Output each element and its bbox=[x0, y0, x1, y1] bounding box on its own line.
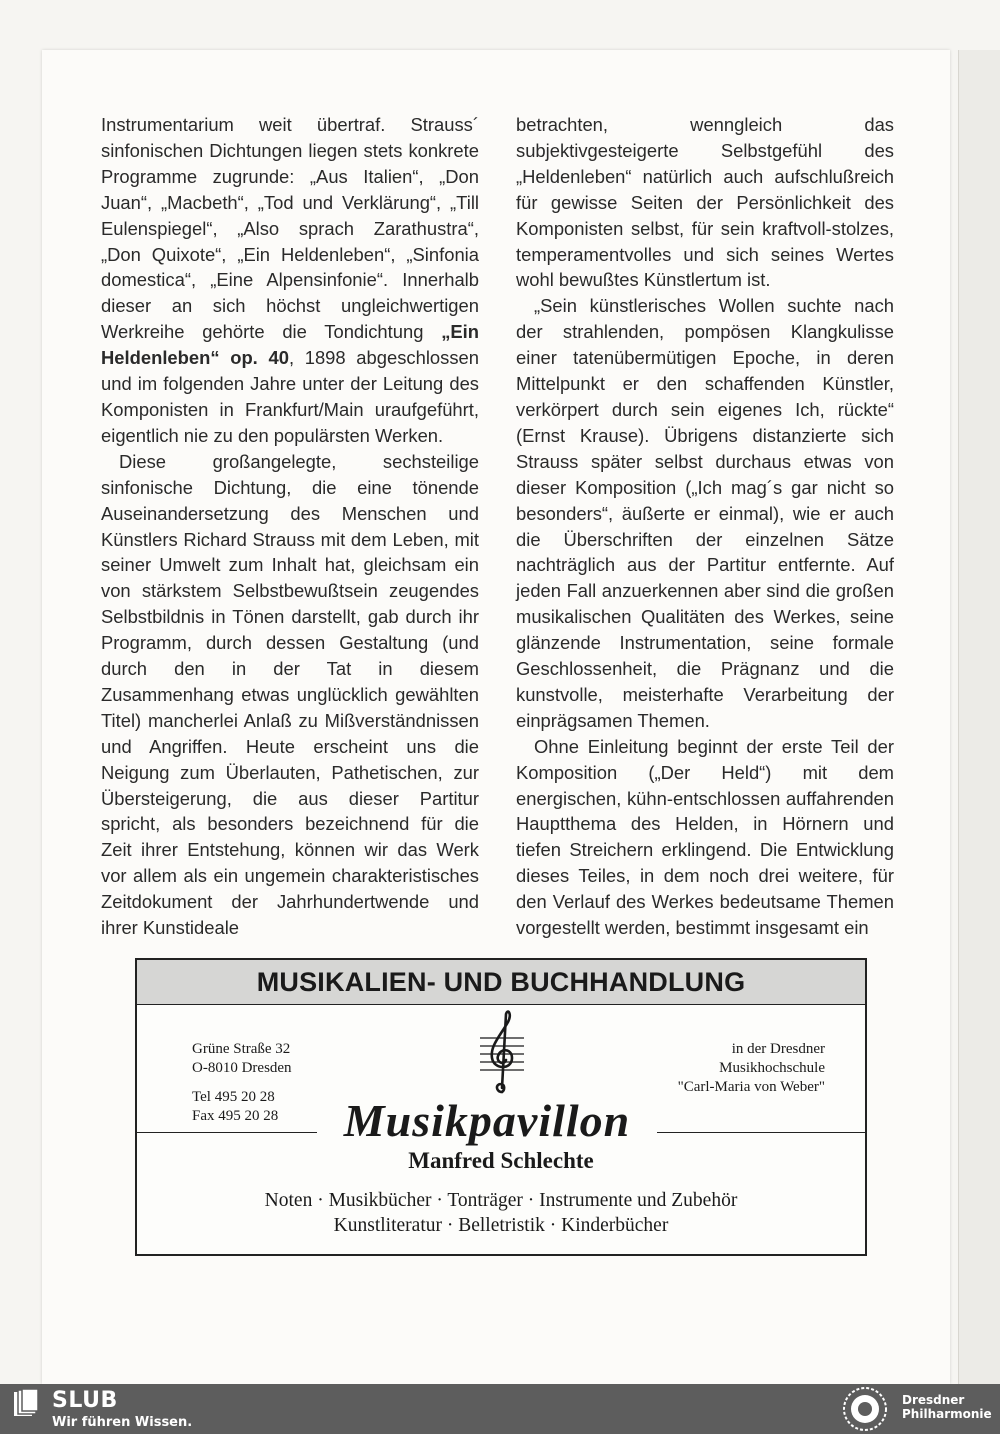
products-line: Kunstliteratur · Belletristik · Kinderbücher bbox=[333, 1215, 669, 1236]
treble-clef-staff-icon bbox=[462, 1008, 542, 1098]
ad-fax: Fax 495 20 28 bbox=[192, 1108, 279, 1124]
philharmonie-line: Philharmonie bbox=[902, 1407, 992, 1421]
divider bbox=[137, 1132, 317, 1133]
paragraph: betrachten, wenngleich das subjektivgesteigerte Selbstgefühl des „Heldenleben“ natürlich auch aufschlußreich für gewisse Seiten der Persönlichkeit des Komponisten selbst, für sein kraftvoll-stolzes, temperamentvolles und sich seines Wertes wohl bewußtes Künstlertum ist. bbox=[516, 114, 894, 291]
slub-tagline: Wir führen Wissen. bbox=[52, 1415, 193, 1430]
ad-phone: Tel 495 20 28 bbox=[192, 1089, 275, 1105]
ad-location-block bbox=[678, 1040, 825, 1097]
philharmonie-logo-icon bbox=[842, 1386, 888, 1432]
work-title-bold: „Ein Heldenleben“ op. 40 bbox=[101, 321, 479, 369]
paragraph: Diese großangelegte, sechsteilige sinfonische Dichtung, die eine tönende Auseinandersetzung des Menschen und Künstlers Richard Strauss mit dem Leben, mit seiner Umwelt zum Inhalt hat, gleichsam ein von stärkstem Selbstbewußtsein zeugendes Selbstbildnis in Tönen darstellt, gab durch ihr Programm, durch dessen Gestaltung (und durch den in der Tat in diesem Zusammenhang etwas unglücklich gewählten Titel) mancherlei Anlaß zu Mißverständnissen und Angriffen. Heute erscheint uns die Neigung zum Überlauten, Pathetischen, zur Übersteigerung, die aus dieser Partitur spricht, als besonders bezeichnend für die Zeit ihrer Entstehung, können wir das Werk vor allem als ein ungemein charakteristisches Zeitdokument der Jahrhundertwende und ihrer Kunstideale bbox=[101, 450, 479, 939]
advertisement-box bbox=[135, 958, 867, 1256]
ad-location-line: in der Dresdner bbox=[731, 1041, 825, 1057]
shop-owner: Manfred Schlechte bbox=[408, 1148, 594, 1173]
ad-address-block bbox=[192, 1040, 292, 1126]
paragraph-text: Instrumentarium weit übertraf. Strauss´ sinfonischen Dichtungen liegen stets konkrete Programme zugrunde: „Aus Italien“, „Don Juan“, „Macbeth“, „Tod und Verklärung“, „Till Eulenspiegel“, „Also sprach Zarathustra“, „Don Quixote“, „Ein Heldenleben“, „Sinfonia domestica“, „Eine Alpensinfonie“. Innerhalb dieser an sich höchst ungleichwertigen Werkreihe gehörte die Tondichtung bbox=[101, 114, 479, 343]
ad-header-bar bbox=[137, 960, 865, 1005]
paragraph-text: , 1898 abgeschlossen und im folgenden Jahre unter der Leitung des Komponisten in Frankfurt/Main uraufgeführt, eigentlich nie zu den populärsten Werken. bbox=[101, 347, 480, 446]
paragraph bbox=[101, 112, 479, 449]
article-right-column bbox=[516, 112, 894, 941]
facing-page-edge bbox=[958, 50, 1000, 1384]
products-line: Noten · Musikbücher · Tonträger · Instrumente und Zubehör bbox=[264, 1190, 738, 1211]
paragraph: „Sein künstlerisches Wollen suchte nach der strahlenden, pompösen Klangkulisse einer tatenübermütigen Epoche, in deren Mittelpunkt er den schaffenden Künstler, verkörpert durch sein eigenes Ich, rückte“ (Ernst Krause). Übrigens distanzierte sich Strauss später selbst durchaus etwas von dieser Komposition („Ich mag´s gar nicht so besonders“, äußerte er einmal), wie er auch die Überschriften der einzelnen Sätze nachträglich aus der Partitur entfernte. Auf jeden Fall anzuerkennen aber sind die großen musikalischen Qualitäten des Werkes, seine glänzende Instrumentation, seine formale Geschlossenheit, die Prägnanz und die kunstvolle, meisterhafte Verarbeitung der einprägsamen Themen. bbox=[516, 295, 894, 731]
divider bbox=[657, 1132, 865, 1133]
shop-name-script: Musikpavillon bbox=[343, 1095, 631, 1146]
ad-location-line: "Carl-Maria von Weber" bbox=[677, 1079, 825, 1095]
article-left-column bbox=[101, 112, 479, 941]
ad-header-title: MUSIKALIEN- UND BUCHHANDLUNG bbox=[256, 967, 746, 997]
slub-logo-icon bbox=[12, 1389, 40, 1419]
ad-city: O-8010 Dresden bbox=[192, 1060, 292, 1076]
ad-street: Grüne Straße 32 bbox=[192, 1041, 291, 1057]
paragraph: Ohne Einleitung beginnt der erste Teil der Komposition („Der Held“) mit dem energischen, kühn-entschlossen auffahrenden Hauptthema des Helden, in Hörnern und tiefen Streichern erklingend. Die Entwicklung dieses Teiles, in dem noch drei weitere, für den Verlauf des Werkes bedeutsame Themen vorgestellt werden, bestimmt insgesamt ein bbox=[516, 735, 894, 939]
slub-name[interactable]: SLUB bbox=[52, 1388, 118, 1413]
philharmonie-name[interactable] bbox=[902, 1393, 992, 1421]
ad-location-line: Musikhochschule bbox=[719, 1060, 825, 1076]
philharmonie-line: Dresdner bbox=[902, 1393, 965, 1407]
ad-body bbox=[137, 1004, 865, 1254]
